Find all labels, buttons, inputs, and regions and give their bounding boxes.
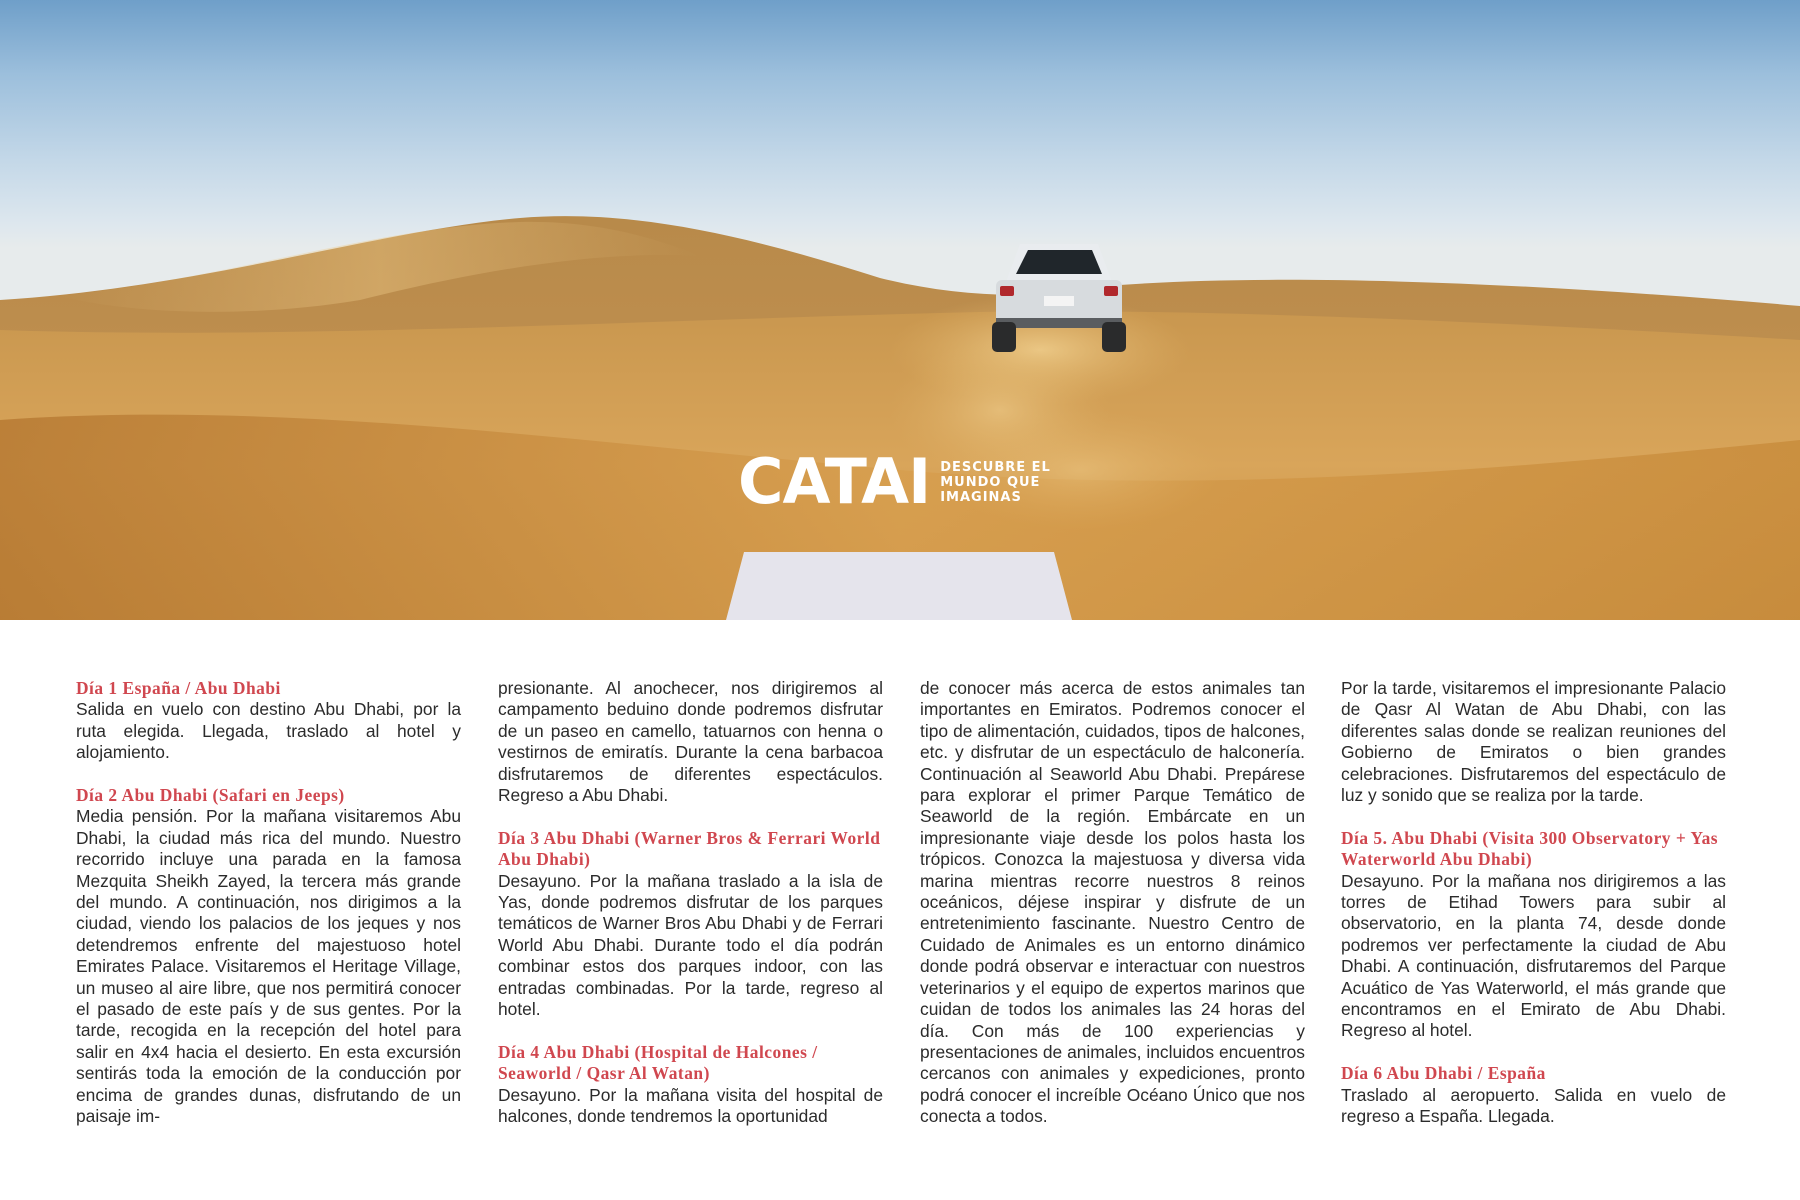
day-description: presionante. Al anochecer, nos dirigiremos al campamento beduino donde podremos disfrutar de un paseo en camello, tatuarnos con henna o vestirnos de emiratís. Durante la cena barbacoa disfrutaremos de diferentes espectáculos. Regreso a Abu Dhabi. [498,678,883,806]
day-heading: Día 1 España / Abu Dhabi [76,678,281,698]
day-heading: Día 3 Abu Dhabi (Warner Bros & Ferrari World Abu Dhabi) [498,827,881,870]
itinerary-column-3 [920,678,1305,1128]
day-heading: Día 4 Abu Dhabi (Hospital de Halcones / Seaworld / Qasr Al Watan) [498,1041,818,1084]
itinerary-column-2 [498,678,883,1128]
logo-tagline [940,460,1051,505]
day-description: Por la tarde, visitaremos el impresionante Palacio de Qasr Al Watan de Abu Dhabi, con las diferentes salas donde se realizan reuniones del Gobierno de Emiratos o bien grandes celebraciones. Disfrutaremos del espectáculo de luz y sonido que se realiza por la tarde. [1341,678,1726,806]
day-description: Desayuno. Por la mañana traslado a la isla de Yas, donde podremos disfrutar de los parques temáticos de Warner Bros Abu Dhabi y de Ferrari World Abu Dhabi. Durante todo el día podrán combinar estos dos parques indoor, con las entradas combinadas. Por la tarde, regreso al hotel. [498,870,883,1020]
day-description: Salida en vuelo con destino Abu Dhabi, por la ruta elegida. Llegada, traslado al hotel y alojamiento. [76,699,461,763]
tagline-line: MUNDO QUE [940,474,1041,490]
itinerary-columns [0,678,1800,1158]
day-description: Media pensión. Por la mañana visitaremos Abu Dhabi, la ciudad más rica del mundo. Nuestro recorrido incluye una parada en la famosa Mezquita Sheikh Zayed, la tercera más grande del mundo. A continuación, nos dirigimos a la ciudad, viendo los palacios de los jeques y nos detendremos enfrente del majestuoso hotel Emirates Palace. Visitaremos el Heritage Village, un museo al aire libre, que nos permitirá conocer el pasado de este país y de sus gentes. Por la tarde, recogida en la recepción del hotel para salir en 4x4 hacia el desierto. En esta excursión sentirás toda la emoción de la conducción por encima de grandes dunas, disfrutando de un paisaje im- [76,806,461,1127]
day-description: de conocer más acerca de estos animales tan importantes en Emiratos. Podremos conocer el tipo de alimentación, cuidados, tipos de halcones, etc. y disfrutar de un espectáculo de halconería. Continuación al Seaworld Abu Dhabi. Prepárese para explorar el primer Parque Temático de Seaworld de la región. Embárcate en un impresionante viaje desde los polos hasta los trópicos. Conozca la majestuosa y diversa vida marina mientras recorre nuestros 8 reinos oceánicos, déjese inspirar y disfrute de un entretenimiento fascinante. Nuestro Centro de Cuidado de Animales es un entorno dinámico donde podrá observar e interactuar con nuestros veterinarios y el equipo de expertos marinos que cuidan de todos los animales las 24 horas del día. Con más de 100 experiencias y presentaciones de animales, incluidos encuentros cercanos con animales y expediciones, pronto podrá conocer el increíble Océano Único que nos conecta a todos. [920,678,1305,1127]
spacer [498,806,883,827]
day-description: Traslado al aeropuerto. Salida en vuelo de regreso a España. Llegada. [1341,1084,1726,1127]
logo-wordmark: CATAI [738,445,931,518]
itinerary-column-4 [1341,678,1726,1128]
white-tab-shape [726,552,1072,620]
catai-logo [738,445,1051,518]
day-description: Desayuno. Por la mañana nos dirigiremos a las torres de Etihad Towers para subir al observatorio, en la planta 74, desde donde podremos ver perfectamente la ciudad de Abu Dhabi. A continuación, disfrutaremos del Parque Acuático de Yas Waterworld, el más grande que encontramos en el Emirato de Abu Dhabi. Regreso al hotel. [1341,870,1726,1041]
tagline-line: DESCUBRE EL [940,459,1051,475]
day-heading: Día 6 Abu Dhabi / España [1341,1063,1546,1084]
spacer [498,1020,883,1041]
spacer [1341,806,1726,827]
tagline-line: IMAGINAS [940,489,1022,505]
spacer [1341,1042,1726,1063]
spacer [76,764,461,785]
day-description: Desayuno. Por la mañana visita del hospital de halcones, donde tendremos la oportunidad [498,1084,883,1127]
day-heading: Día 5. Abu Dhabi (Visita 300 Observatory + Yas Waterworld Abu Dhabi) [1341,827,1719,870]
itinerary-column-1 [76,678,461,1128]
day-heading: Día 2 Abu Dhabi (Safari en Jeeps) [76,785,345,806]
